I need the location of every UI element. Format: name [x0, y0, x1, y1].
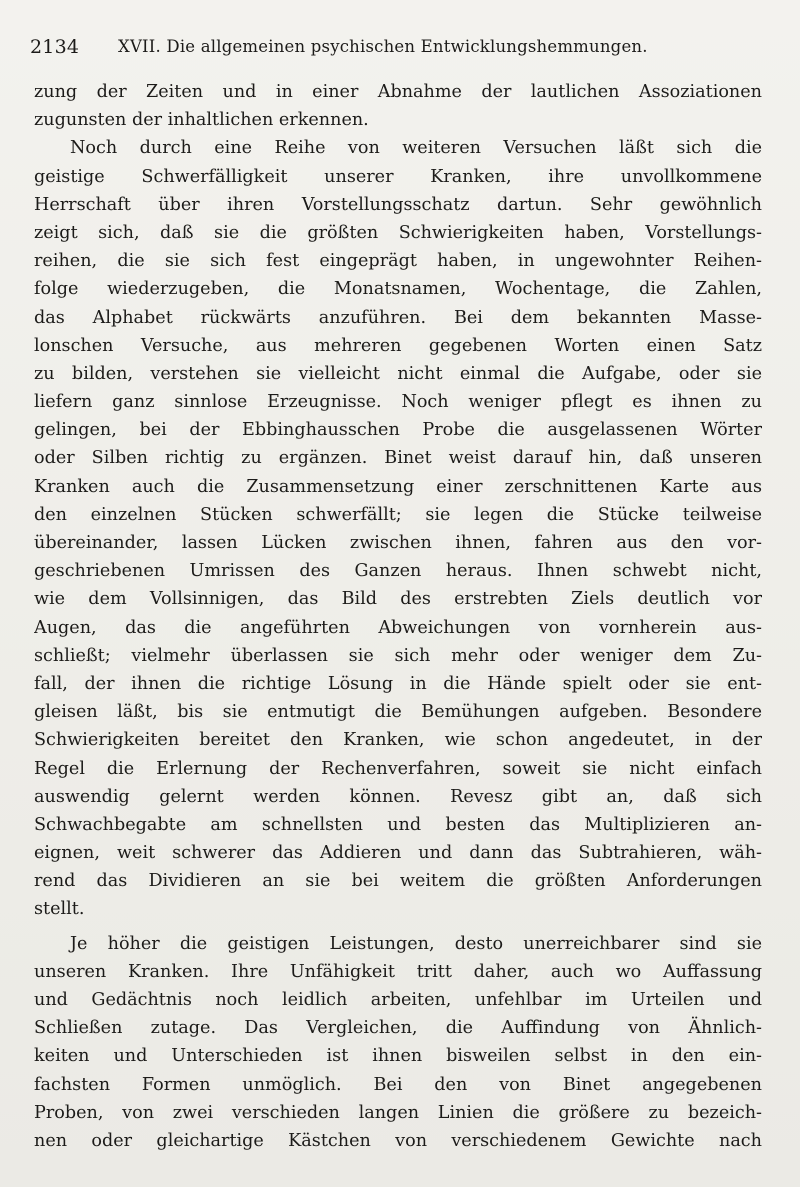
text-line: übereinander, lassen Lücken zwischen ihnen, fahren aus den vor-	[34, 533, 762, 553]
text-line: Schließen zutage. Das Vergleichen, die Auffindung von Ähnlich-	[34, 1018, 762, 1039]
text-line: den einzelnen Stücken schwerfällt; sie legen die Stücke teilweise	[34, 504, 762, 525]
text-line: auswendig gelernt werden können. Revesz gibt an, daß sich	[34, 786, 762, 807]
text-line: und Gedächtnis noch leidlich arbeiten, unfehlbar im Urteilen und	[34, 990, 762, 1010]
text-line: Regel die Erlernung der Rechenverfahren, soweit sie nicht einfach	[34, 758, 762, 779]
text-line: geschriebenen Umrissen des Ganzen heraus. Ihnen schwebt nicht,	[34, 561, 762, 582]
text-line: rend das Dividieren an sie bei weitem die größten Anforderungen	[34, 871, 762, 892]
text-line: unseren Kranken. Ihre Unfähigkeit tritt daher, auch wo Auffassung	[34, 961, 762, 982]
text-line: lonschen Versuche, aus mehreren gegebenen Worten einen Satz	[34, 335, 762, 356]
page-header	[30, 36, 760, 62]
text-line: gelingen, bei der Ebbinghausschen Probe die ausgelassenen Wörter	[34, 420, 762, 441]
body-text	[34, 78, 762, 1155]
page-number: 2134	[30, 36, 80, 58]
text-line: liefern ganz sinnlose Erzeugnisse. Noch weniger pflegt es ihnen zu	[34, 392, 762, 413]
text-line: zugunsten der inhaltlichen erkennen.	[34, 110, 369, 131]
running-head: XVII. Die allgemeinen psychischen Entwicklungshemmungen.	[118, 37, 648, 56]
text-line: gleisen läßt, bis sie entmutigt die Bemühungen aufgeben. Besondere	[34, 702, 762, 723]
text-line: das Alphabet rückwärts anzuführen. Bei dem bekannten Masse-	[34, 307, 762, 328]
text-line: geistige Schwerfälligkeit unserer Kranken, ihre unvollkommene	[34, 166, 762, 187]
text-line: keiten und Unterschieden ist ihnen bisweilen selbst in den ein-	[34, 1046, 762, 1067]
text-line: eignen, weit schwerer das Addieren und dann das Subtrahieren, wäh-	[34, 843, 762, 864]
text-line: zeigt sich, daß sie die größten Schwierigkeiten haben, Vorstellungs-	[34, 222, 762, 243]
text-line: Kranken auch die Zusammensetzung einer zerschnittenen Karte aus	[34, 476, 762, 497]
text-line: oder Silben richtig zu ergänzen. Binet weist darauf hin, daß unseren	[34, 448, 762, 469]
text-line: Noch durch eine Reihe von weiteren Versuchen läßt sich die	[70, 138, 762, 159]
text-line: zu bilden, verstehen sie vielleicht nicht einmal die Aufgabe, oder sie	[34, 363, 762, 384]
text-line: stellt.	[34, 899, 85, 920]
text-line: Proben, von zwei verschieden langen Linien die größere zu bezeich-	[34, 1102, 762, 1123]
text-line: Augen, das die angeführten Abweichungen von vornherein aus-	[34, 617, 762, 638]
text-line: fall, der ihnen die richtige Lösung in die Hände spielt oder sie ent-	[34, 673, 762, 694]
text-line: Herrschaft über ihren Vorstellungsschatz dartun. Sehr gewöhnlich	[34, 194, 762, 215]
text-line: fachsten Formen unmöglich. Bei den von Binet angegebenen	[34, 1074, 762, 1095]
text-line: wie dem Vollsinnigen, das Bild des erstrebten Ziels deutlich vor	[34, 589, 762, 610]
text-line: zung der Zeiten und in einer Abnahme der lautlichen Assoziationen	[34, 82, 762, 102]
text-line: Schwierigkeiten bereitet den Kranken, wie schon angedeutet, in der	[34, 730, 762, 751]
text-line: schließt; vielmehr überlassen sie sich mehr oder weniger dem Zu-	[34, 645, 762, 666]
text-line: Schwachbegabte am schnellsten und besten das Multiplizieren an-	[34, 814, 762, 835]
text-line: nen oder gleichartige Kästchen von verschiedenem Gewichte nach	[34, 1130, 762, 1151]
text-line: reihen, die sie sich fest eingeprägt haben, in ungewohnter Reihen-	[34, 251, 762, 272]
text-line: Je höher die geistigen Leistungen, desto unerreichbarer sind sie	[70, 933, 762, 954]
text-line: folge wiederzugeben, die Monatsnamen, Wochentage, die Zahlen,	[34, 279, 762, 300]
